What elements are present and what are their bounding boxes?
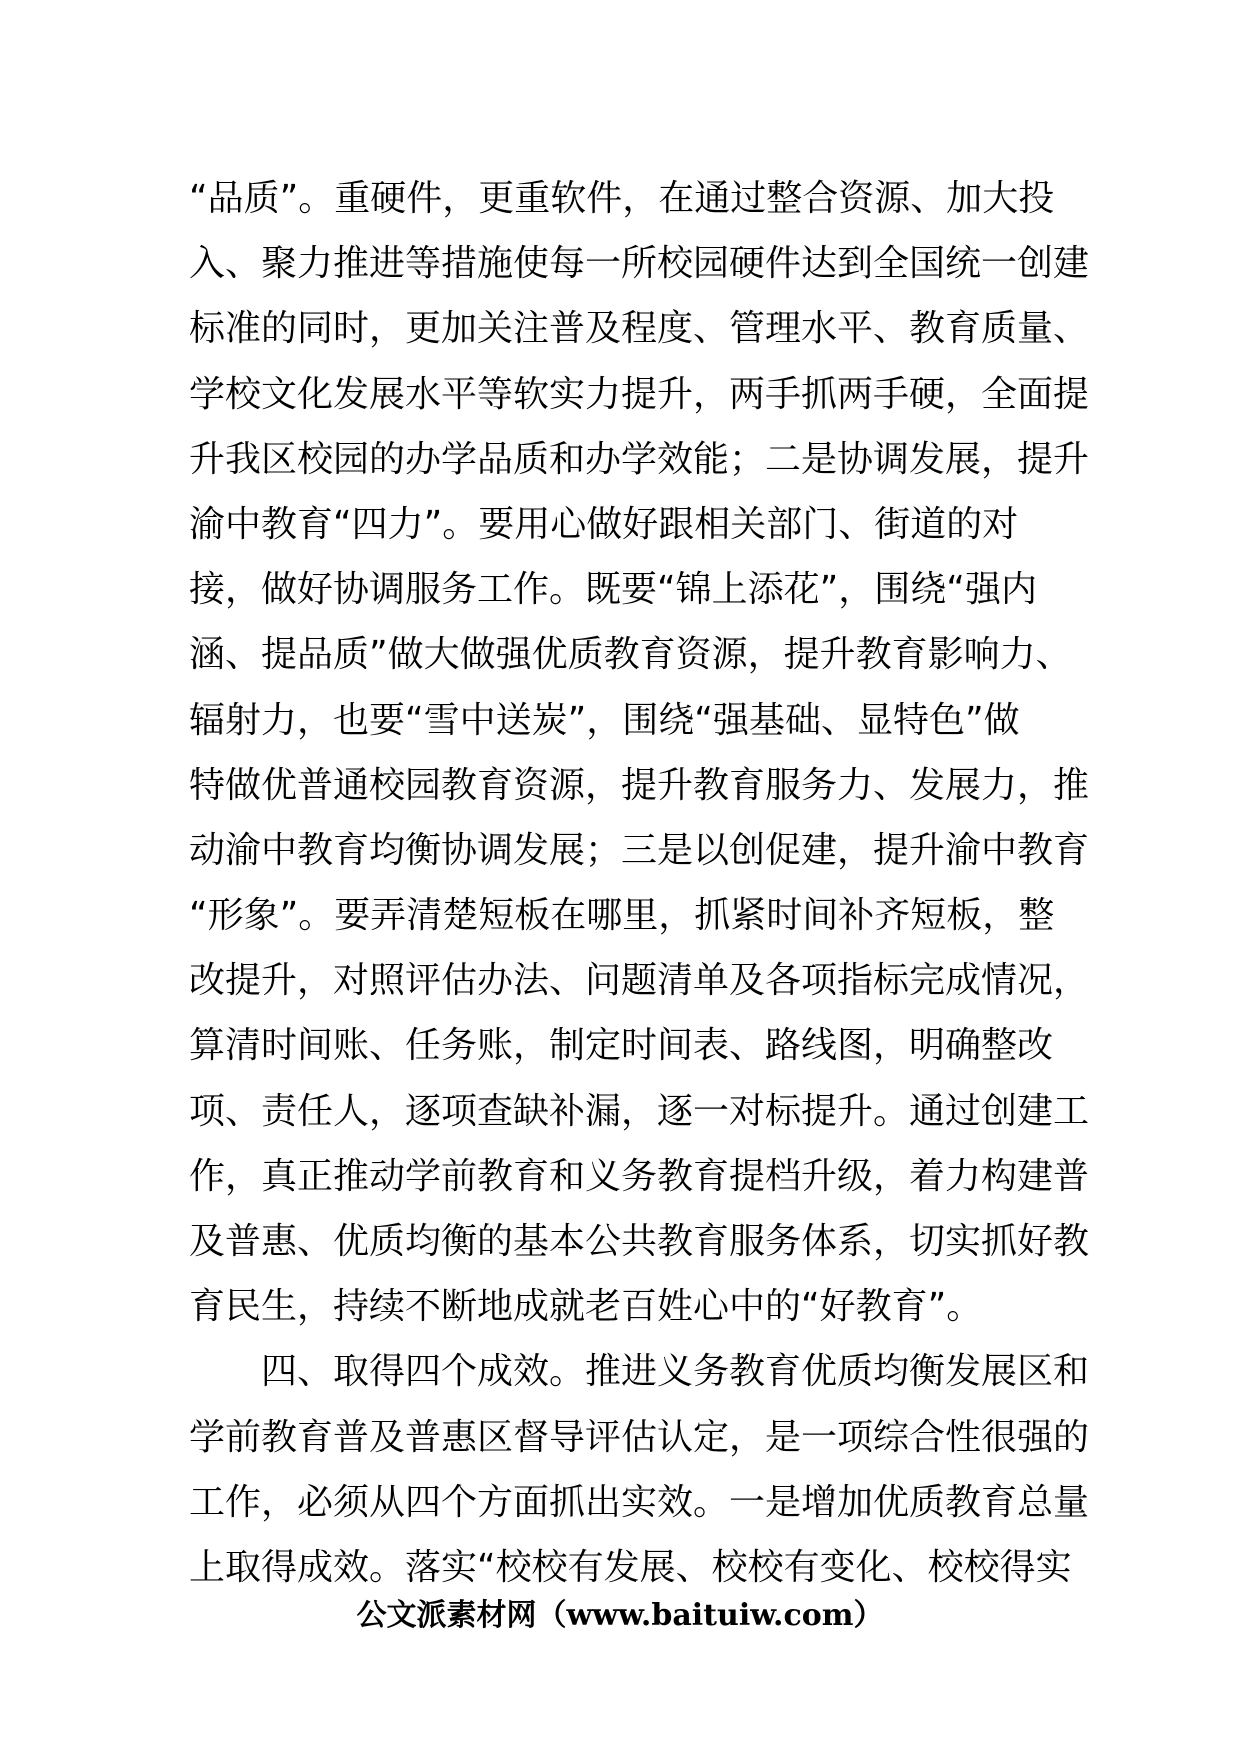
text-line: 升我区校园的办学品质和办学效能；二是协调发展，提升 [189,438,1090,480]
text-line: 上取得成效。落实“校校有发展、校校有变化、校校得实 [189,1546,1072,1588]
text-line: 育民生，持续不断地成就老百姓心中的“好教育”。 [189,1286,983,1328]
text-line: 工作，必须从四个方面抓出实效。一是增加优质教育总量 [189,1481,1090,1523]
text-line: 算清时间账、任务账，制定时间表、路线图，明确整改 [189,1025,1054,1067]
text-line: 渝中教育“四力”。要用心做好跟相关部门、街道的对 [189,503,1019,545]
text-line: “形象”。要弄清楚短板在哪里，抓紧时间补齐短板，整 [189,895,1055,937]
text-line: 学校文化发展水平等软实力提升，两手抓两手硬，全面提 [189,373,1090,415]
text-line: “品质”。重硬件，更重软件，在通过整合资源、加大投 [189,178,1055,219]
text-line: 四、取得四个成效。推进义务教育优质均衡发展区和 [189,1351,1090,1393]
footer-watermark: 公文派素材网（www.baituiw.com） [356,1598,884,1633]
text-line: 改提升，对照评估办法、问题清单及各项指标完成情况， [189,960,1090,1002]
text-line: 动渝中教育均衡协调发展；三是以创促建，提升渝中教育 [189,829,1090,871]
text-line: 学前教育普及普惠区督导评估认定，是一项综合性很强的 [189,1416,1090,1458]
text-line: 特做优普通校园教育资源，提升教育服务力、发展力，推 [189,764,1090,806]
body-text [189,166,1090,1600]
text-line: 接，做好协调服务工作。既要“锦上添花”，围绕“强内 [189,569,1037,611]
text-line: 入、聚力推进等措施使每一所校园硬件达到全国统一创建 [189,243,1090,285]
text-line: 涵、提品质”做大做强优质教育资源，提升教育影响力、 [189,634,1072,676]
text-line: 作，真正推动学前教育和义务教育提档升级，着力构建普 [189,1155,1090,1197]
text-line: 标准的同时，更加关注普及程度、管理水平、教育质量、 [189,308,1090,350]
text-line: 及普惠、优质均衡的基本公共教育服务体系，切实抓好教 [189,1221,1090,1262]
text-line: 辐射力，也要“雪中送炭”，围绕“强基础、显特色”做 [189,699,1020,741]
text-line: 项、责任人，逐项查缺补漏，逐一对标提升。通过创建工 [189,1090,1090,1132]
